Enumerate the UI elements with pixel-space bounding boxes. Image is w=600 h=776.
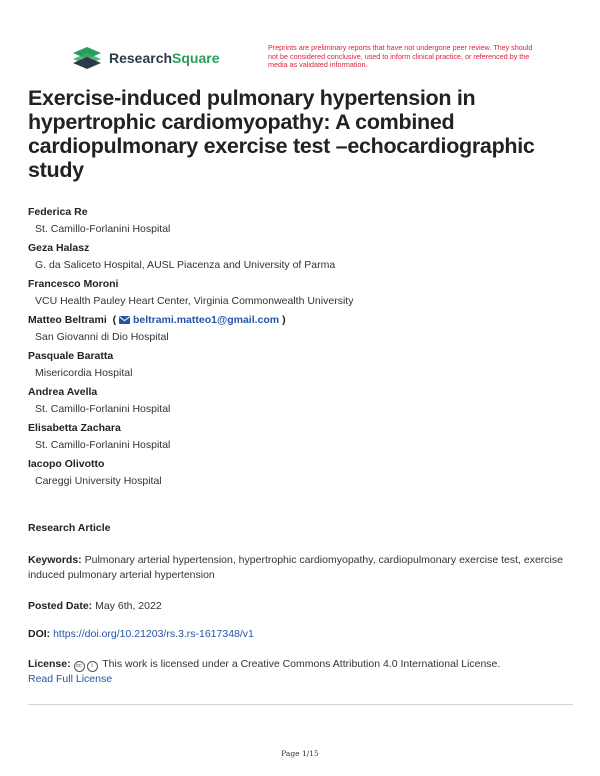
email-close-paren: )	[282, 314, 286, 326]
author-name-with-email	[28, 314, 588, 326]
doi-link[interactable]: https://doi.org/10.21203/rs.3.rs-1617348/v1	[53, 628, 254, 640]
license-label: License:	[28, 658, 71, 670]
author-affiliation: Misericordia Hospital	[35, 367, 133, 379]
author-affiliation: VCU Health Pauley Heart Center, Virginia Commonwealth University	[35, 295, 354, 307]
author-affiliation: St. Camillo-Forlanini Hospital	[35, 403, 171, 415]
author-entry	[28, 422, 588, 458]
author-entry	[28, 314, 588, 350]
logo-name: Research	[109, 50, 173, 66]
doi-section	[28, 627, 588, 642]
author-entry	[28, 278, 588, 314]
creative-commons-icon: cc	[74, 661, 85, 672]
article-type	[28, 521, 588, 536]
email-open-paren: (	[109, 314, 117, 326]
author-entry	[28, 206, 588, 242]
posted-date-section	[28, 599, 588, 614]
author-affiliation: Careggi University Hospital	[35, 475, 162, 487]
read-full-license-link[interactable]: Read Full License	[28, 673, 113, 685]
attribution-icon: i	[87, 661, 98, 672]
author-name: Matteo Beltrami	[28, 314, 107, 326]
logo-text	[109, 50, 220, 66]
author-name: Francesco Moroni	[28, 278, 119, 290]
logo-accent: Square	[172, 50, 220, 66]
author-name: Andrea Avella	[28, 386, 98, 398]
license-text: This work is licensed under a Creative Commons Attribution 4.0 International License.	[102, 658, 501, 670]
keywords-section	[28, 553, 588, 583]
author-name: Geza Halasz	[28, 242, 90, 254]
author-entry	[28, 458, 588, 494]
author-list	[28, 206, 588, 494]
author-affiliation: G. da Saliceto Hospital, AUSL Piacenza and University of Parma	[35, 259, 336, 271]
research-square-logo[interactable]	[73, 47, 220, 69]
author-affiliation: St. Camillo-Forlanini Hospital	[35, 223, 171, 235]
license-section	[28, 657, 588, 687]
author-name: Federica Re	[28, 206, 88, 218]
section-divider	[28, 704, 573, 705]
author-name: Iacopo Olivotto	[28, 458, 105, 470]
author-entry	[28, 386, 588, 422]
author-name: Elisabetta Zachara	[28, 422, 121, 434]
envelope-icon	[119, 316, 130, 324]
page-number: Page 1/15	[281, 749, 319, 758]
preprint-disclaimer: Preprints are preliminary reports that have not undergone peer review. They should not be considered conclusive, used to inform clinical practice, or referenced by the media as validated information.	[268, 43, 533, 69]
keywords-label: Keywords:	[28, 554, 82, 566]
author-name: Pasquale Baratta	[28, 350, 114, 362]
article-type-label: Research Article	[28, 522, 111, 534]
author-entry	[28, 350, 588, 386]
paper-title: Exercise-induced pulmonary hypertension in hypertrophic cardiomyopathy: A combined cardiopulmonary exercise test –echocardiographic study	[28, 86, 535, 182]
author-email-link[interactable]: beltrami.matteo1@gmail.com	[132, 314, 280, 326]
author-affiliation: St. Camillo-Forlanini Hospital	[35, 439, 171, 451]
posted-date-value: May 6th, 2022	[95, 600, 162, 612]
doi-label: DOI:	[28, 628, 51, 640]
author-entry	[28, 242, 588, 278]
keywords-value: Pulmonary arterial hypertension, hypertrophic cardiomyopathy, cardiopulmonary exercise test, exercise induced pulmonary arterial hypertension	[28, 554, 563, 581]
research-square-logo-icon	[73, 47, 101, 69]
author-affiliation: San Giovanni di Dio Hospital	[35, 331, 169, 343]
posted-date-label: Posted Date:	[28, 600, 93, 612]
